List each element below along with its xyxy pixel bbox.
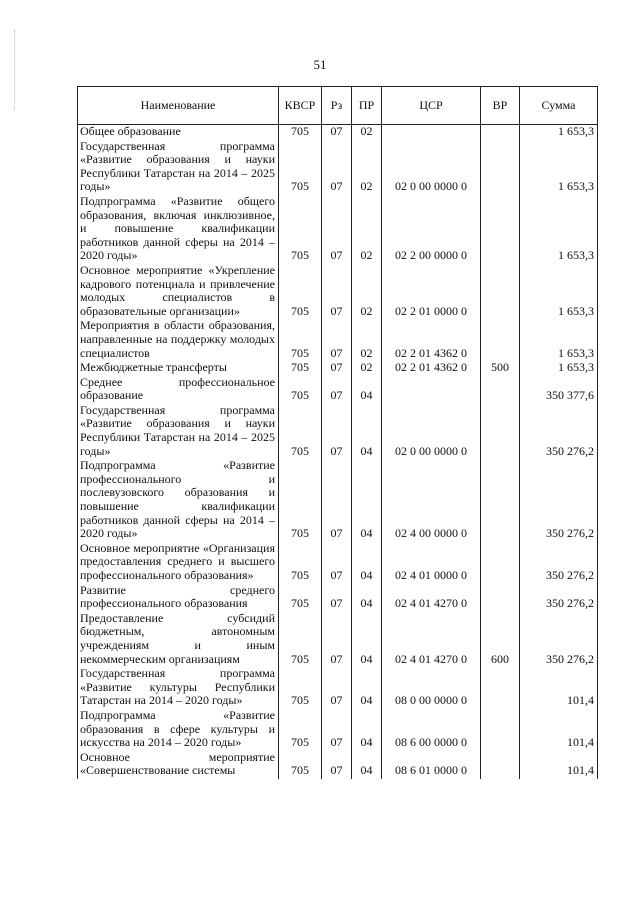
cell-pr: 04 — [352, 667, 382, 709]
cell-csr: 02 4 01 4270 0 — [382, 612, 481, 667]
header-name: Наименование — [78, 87, 279, 125]
cell-csr: 02 2 01 4362 0 — [382, 319, 481, 361]
cell-kvsr: 705 — [279, 612, 322, 667]
cell-sum: 1 653,3 — [520, 319, 598, 361]
cell-csr: 02 4 00 0000 0 — [382, 459, 481, 542]
cell-pr: 04 — [352, 404, 382, 459]
table-row — [78, 376, 598, 404]
cell-rz: 07 — [322, 542, 352, 584]
header-vr: ВР — [481, 87, 520, 125]
cell-sum: 101,4 — [520, 751, 598, 779]
table-row — [78, 140, 598, 195]
cell-sum: 1 653,3 — [520, 361, 598, 376]
cell-sum: 1 653,3 — [520, 125, 598, 140]
header-kvsr: КВСР — [279, 87, 322, 125]
cell-rz: 07 — [322, 584, 352, 612]
cell-name: Среднее профессиональное образование — [78, 376, 279, 404]
cell-vr — [481, 125, 520, 140]
cell-name: Развитие среднего профессионального образования — [78, 584, 279, 612]
table-row — [78, 361, 598, 376]
cell-sum: 350 276,2 — [520, 459, 598, 542]
cell-kvsr: 705 — [279, 140, 322, 195]
cell-csr: 02 2 00 0000 0 — [382, 195, 481, 264]
cell-pr: 02 — [352, 140, 382, 195]
cell-pr: 02 — [352, 361, 382, 376]
cell-rz: 07 — [322, 459, 352, 542]
cell-rz: 07 — [322, 195, 352, 264]
cell-rz: 07 — [322, 140, 352, 195]
cell-kvsr: 705 — [279, 361, 322, 376]
cell-kvsr: 705 — [279, 459, 322, 542]
table-row — [78, 404, 598, 459]
cell-vr — [481, 376, 520, 404]
cell-sum: 350 276,2 — [520, 542, 598, 584]
table-row — [78, 195, 598, 264]
table-row — [78, 709, 598, 751]
cell-vr — [481, 264, 520, 319]
cell-rz: 07 — [322, 667, 352, 709]
cell-name: Подпрограмма «Развитие образования в сфере культуры и искусства на 2014 – 2020 годы» — [78, 709, 279, 751]
cell-csr: 02 2 01 0000 0 — [382, 264, 481, 319]
cell-name: Предоставление субсидий бюджетным, автономным учреждениям и иным некоммерческим организациям — [78, 612, 279, 667]
cell-kvsr: 705 — [279, 542, 322, 584]
cell-sum: 101,4 — [520, 709, 598, 751]
cell-name: Подпрограмма «Развитие общего образования, включая инклюзивное, и повышение квалификации работников данной сферы на 2014 – 2020 годы» — [78, 195, 279, 264]
cell-pr: 04 — [352, 584, 382, 612]
table-row — [78, 459, 598, 542]
cell-kvsr: 705 — [279, 751, 322, 779]
table-row — [78, 612, 598, 667]
cell-vr — [481, 140, 520, 195]
budget-table — [77, 86, 598, 779]
cell-rz: 07 — [322, 125, 352, 140]
cell-rz: 07 — [322, 264, 352, 319]
cell-name: Основное мероприятие «Организация предоставления среднего и высшего профессионального образования» — [78, 542, 279, 584]
cell-pr: 04 — [352, 542, 382, 584]
cell-name: Государственная программа «Развитие культуры Республики Татарстан на 2014 – 2020 годы» — [78, 667, 279, 709]
cell-pr: 04 — [352, 376, 382, 404]
cell-csr — [382, 376, 481, 404]
table-body — [78, 125, 598, 779]
page-number: 51 — [313, 57, 327, 72]
cell-csr: 08 6 00 0000 0 — [382, 709, 481, 751]
cell-vr — [481, 542, 520, 584]
cell-name: Основное мероприятие «Совершенствование системы — [78, 751, 279, 779]
cell-name: Государственная программа «Развитие образования и науки Республики Татарстан на 2014 – 2025 годы» — [78, 140, 279, 195]
table-row — [78, 125, 598, 140]
cell-name: Мероприятия в области образования, направленные на поддержку молодых специалистов — [78, 319, 279, 361]
table-row — [78, 667, 598, 709]
cell-vr — [481, 751, 520, 779]
cell-kvsr: 705 — [279, 584, 322, 612]
cell-pr: 02 — [352, 125, 382, 140]
header-csr: ЦСР — [382, 87, 481, 125]
cell-name: Подпрограмма «Развитие профессионального и послевузовского образования и повышение квалификации работников данной сферы на 2014 – 2020 годы» — [78, 459, 279, 542]
cell-pr: 02 — [352, 195, 382, 264]
table-header-row — [78, 87, 598, 125]
table-row — [78, 264, 598, 319]
cell-kvsr: 705 — [279, 195, 322, 264]
cell-kvsr: 705 — [279, 404, 322, 459]
cell-sum: 1 653,3 — [520, 140, 598, 195]
cell-name: Межбюджетные трансферты — [78, 361, 279, 376]
cell-vr — [481, 709, 520, 751]
cell-kvsr: 705 — [279, 125, 322, 140]
cell-pr: 02 — [352, 264, 382, 319]
cell-kvsr: 705 — [279, 376, 322, 404]
cell-sum: 350 276,2 — [520, 612, 598, 667]
cell-name: Общее образование — [78, 125, 279, 140]
cell-name: Основное мероприятие «Укрепление кадрового потенциала и привлечение молодых специалистов в образовательные организации» — [78, 264, 279, 319]
table-row — [78, 751, 598, 779]
cell-rz: 07 — [322, 612, 352, 667]
cell-vr — [481, 319, 520, 361]
cell-rz: 07 — [322, 376, 352, 404]
cell-rz: 07 — [322, 404, 352, 459]
cell-csr: 02 4 01 0000 0 — [382, 542, 481, 584]
cell-csr: 08 0 00 0000 0 — [382, 667, 481, 709]
cell-sum: 101,4 — [520, 667, 598, 709]
cell-sum: 1 653,3 — [520, 195, 598, 264]
cell-kvsr: 705 — [279, 709, 322, 751]
table-row — [78, 584, 598, 612]
cell-pr: 04 — [352, 709, 382, 751]
cell-sum: 1 653,3 — [520, 264, 598, 319]
cell-name: Государственная программа «Развитие образования и науки Республики Татарстан на 2014 – 2025 годы» — [78, 404, 279, 459]
cell-csr: 02 2 01 4362 0 — [382, 361, 481, 376]
cell-kvsr: 705 — [279, 319, 322, 361]
cell-vr: 500 — [481, 361, 520, 376]
cell-kvsr: 705 — [279, 667, 322, 709]
table-row — [78, 542, 598, 584]
header-sum: Сумма — [520, 87, 598, 125]
cell-rz: 07 — [322, 751, 352, 779]
cell-pr: 04 — [352, 612, 382, 667]
cell-sum: 350 276,2 — [520, 584, 598, 612]
cell-vr — [481, 195, 520, 264]
cell-rz: 07 — [322, 361, 352, 376]
header-rz: Рз — [322, 87, 352, 125]
cell-vr — [481, 667, 520, 709]
cell-vr: 600 — [481, 612, 520, 667]
cell-vr — [481, 584, 520, 612]
cell-vr — [481, 404, 520, 459]
cell-csr: 08 6 01 0000 0 — [382, 751, 481, 779]
cell-csr: 02 4 01 4270 0 — [382, 584, 481, 612]
cell-pr: 04 — [352, 459, 382, 542]
header-pr: ПР — [352, 87, 382, 125]
cell-sum: 350 377,6 — [520, 376, 598, 404]
cell-rz: 07 — [322, 709, 352, 751]
cell-csr: 02 0 00 0000 0 — [382, 140, 481, 195]
cell-kvsr: 705 — [279, 264, 322, 319]
cell-csr: 02 0 00 0000 0 — [382, 404, 481, 459]
table-row — [78, 319, 598, 361]
cell-rz: 07 — [322, 319, 352, 361]
cell-sum: 350 276,2 — [520, 404, 598, 459]
cell-pr: 02 — [352, 319, 382, 361]
cell-csr — [382, 125, 481, 140]
cell-vr — [481, 459, 520, 542]
cell-pr: 04 — [352, 751, 382, 779]
